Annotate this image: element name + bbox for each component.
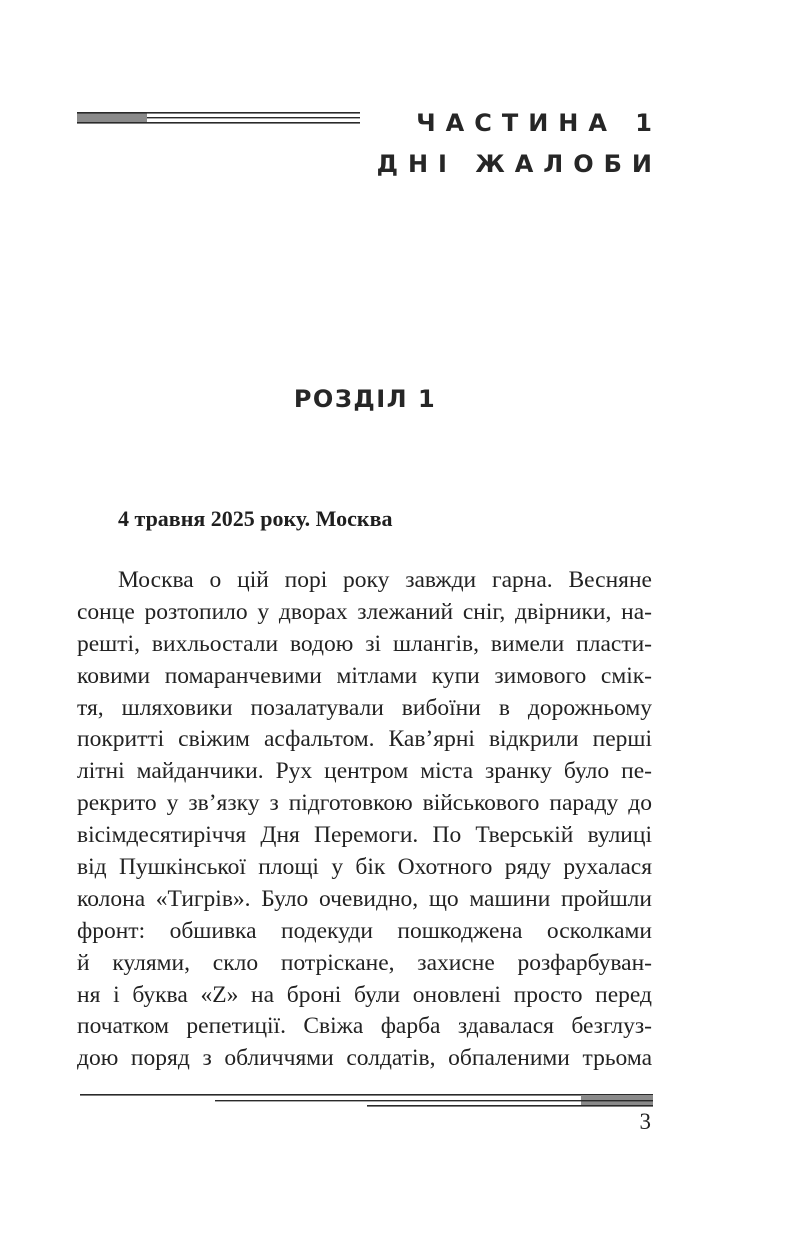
- body-line: ковими помаранчевими мітлами купи зимового смік-: [77, 662, 652, 689]
- part-heading: [376, 103, 662, 185]
- body-text: [77, 565, 652, 1075]
- body-line: ня і буква «Z» на броні були оновлені просто перед: [77, 981, 652, 1008]
- header-decorative-rule: [77, 111, 360, 126]
- body-line: початком репетиції. Свіжа фарба здавалася безглуз-: [77, 1013, 652, 1040]
- part-number: ЧАСТИНА 1: [416, 109, 662, 137]
- body-line: рекрито у зв’язку з підготовкою військового параду до: [77, 790, 652, 817]
- body-line: колона «Тигрів». Було очевидно, що машини пройшли: [77, 885, 652, 912]
- body-line: покритті свіжим асфальтом. Кав’ярні відкрили перші: [77, 726, 652, 753]
- dateline: 4 травня 2025 року. Москва: [118, 506, 393, 531]
- body-line: Москва о цій порі року завжди гарна. Весняне: [118, 567, 652, 593]
- body-line: літні майданчики. Рух центром міста зранку було пе-: [77, 758, 652, 785]
- page-number: 3: [639, 1109, 651, 1134]
- footer-decorative-rule: [77, 1090, 653, 1108]
- body-line: й кулями, скло потріскане, захисне розфарбуван-: [77, 949, 652, 976]
- body-line: дою поряд з обличчями солдатів, обпаленими трьома: [77, 1045, 652, 1072]
- body-line: від Пушкінської площі у бік Охотного ряду рухалася: [77, 854, 652, 881]
- chapter-title: РОЗДІЛ 1: [293, 385, 437, 413]
- part-title: ДНІ ЖАЛОБИ: [376, 150, 662, 178]
- body-line: тя, шляховики позалатували вибоїни в дорожньому: [77, 694, 652, 721]
- body-line: вісімдесятиріччя Дня Перемоги. По Тверській вулиці: [77, 822, 652, 849]
- body-line: решті, вихльостали водою зі шлангів, вимели пласти-: [77, 630, 652, 657]
- body-line: фронт: обшивка подекуди пошкоджена осколками: [77, 917, 652, 944]
- body-line: сонце розтопило у дворах злежаний сніг, двірники, на-: [77, 598, 652, 625]
